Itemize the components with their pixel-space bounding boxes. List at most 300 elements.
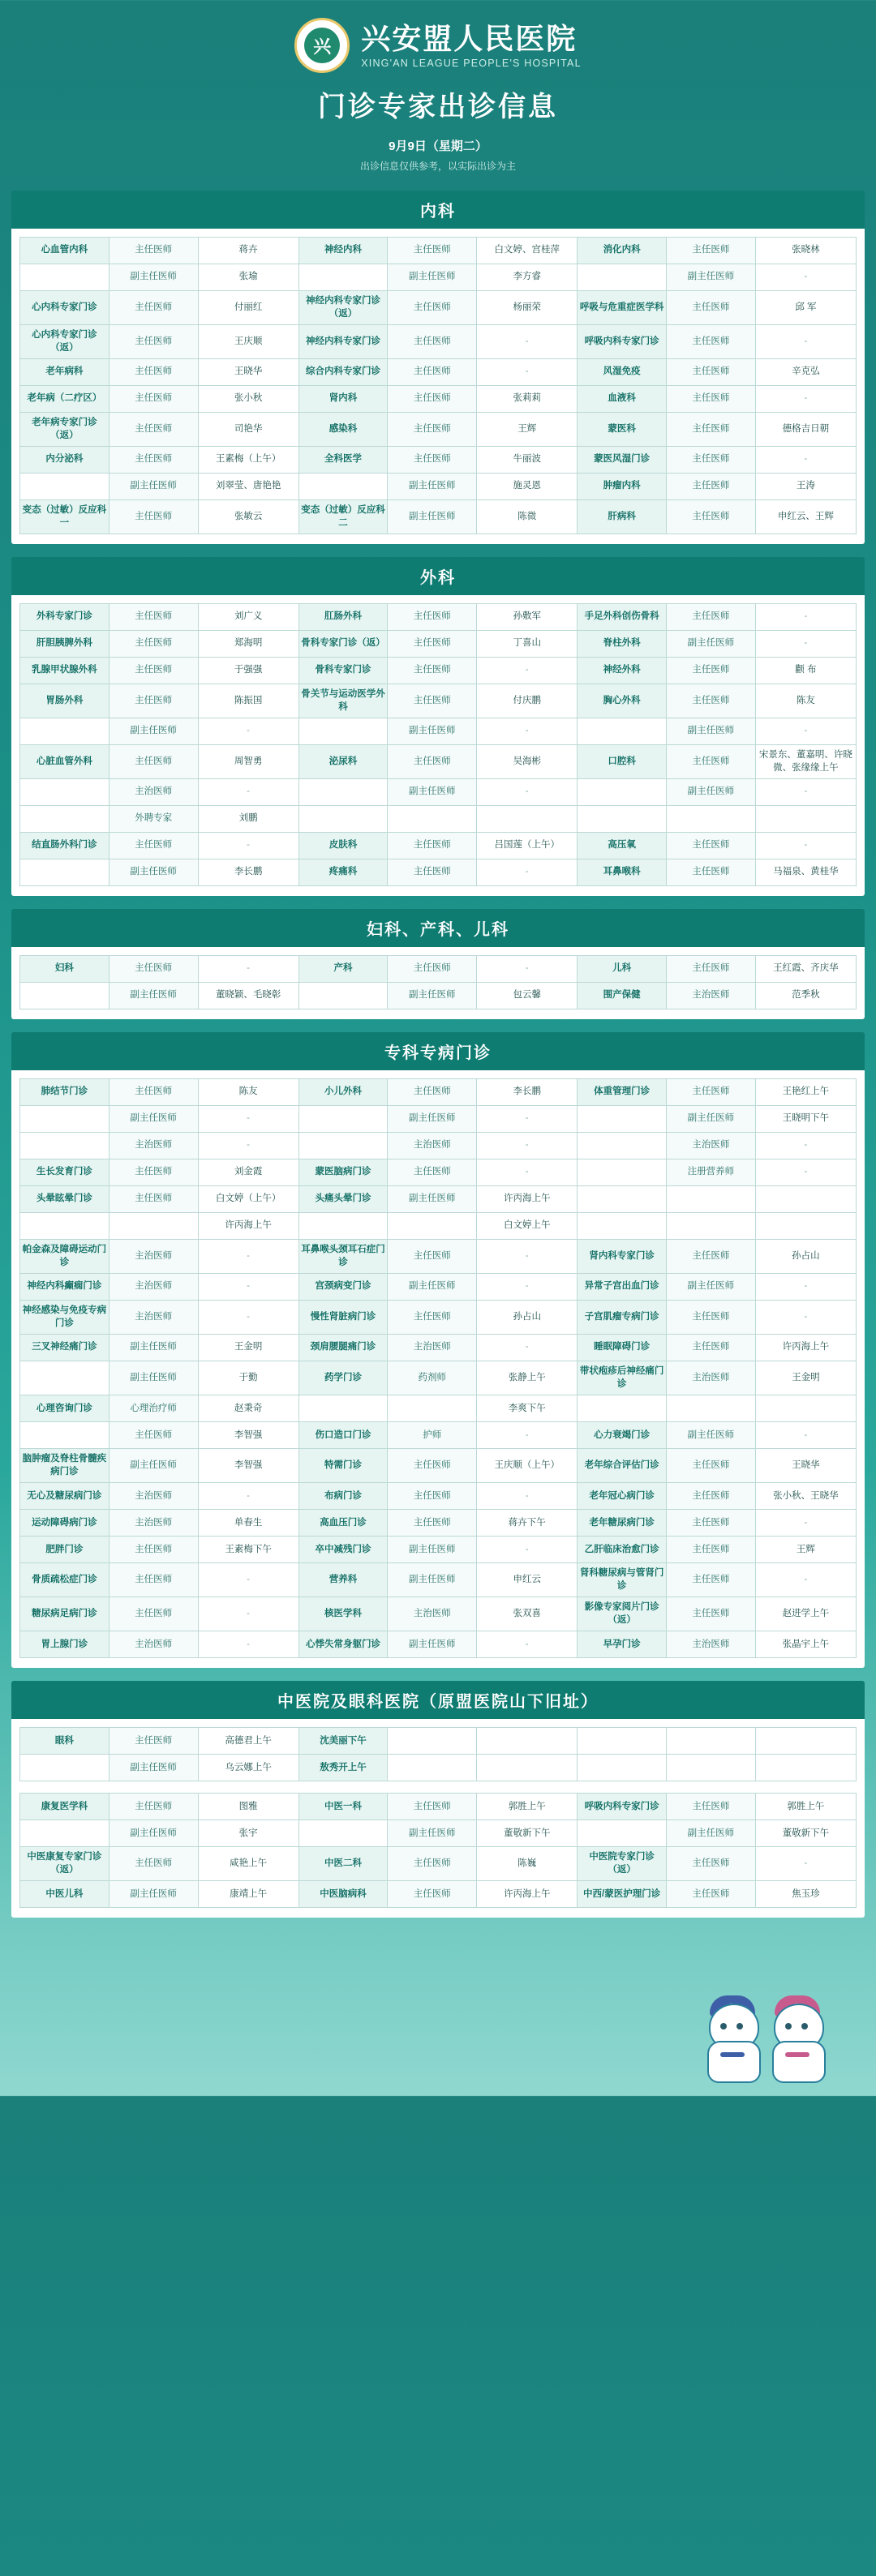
- title-cell: 主任医师: [109, 1728, 198, 1755]
- dept-cell: 心内科专家门诊（返）: [20, 325, 110, 359]
- table-row: [20, 1186, 857, 1213]
- doctor-cell: 牛丽波: [477, 447, 578, 474]
- doctor-cell: 王辉: [755, 1537, 856, 1563]
- dept-cell: 口腔科: [578, 745, 667, 779]
- doctor-cell: 王涛: [755, 474, 856, 500]
- doctor-cell: 吴海彬: [477, 745, 578, 779]
- dept-cell: 疼痛科: [298, 859, 388, 886]
- title-cell: 主任医师: [388, 604, 477, 631]
- table-row: [20, 1563, 857, 1597]
- dept-cell: [298, 264, 388, 291]
- dept-cell: [20, 718, 110, 745]
- dept-cell: 康复医学科: [20, 1794, 110, 1820]
- dept-cell: 神经感染与免疫专病门诊: [20, 1301, 110, 1335]
- body-band: [720, 2052, 745, 2057]
- mascot-doctor-blue: [702, 1991, 762, 2081]
- doctor-cell: 张小秋、王晓华: [755, 1483, 856, 1510]
- dept-cell: 宫颈病变门诊: [298, 1274, 388, 1301]
- doctor-cell: 辛克弘: [755, 359, 856, 386]
- doctor-cell: [755, 806, 856, 833]
- title-cell: 主任医师: [109, 447, 198, 474]
- title-cell: 主任医师: [388, 413, 477, 447]
- doctor-cell: 陈友: [755, 684, 856, 718]
- doctor-cell: -: [477, 325, 578, 359]
- title-cell: 主任医师: [109, 291, 198, 325]
- table-row: [20, 604, 857, 631]
- dept-cell: 乳腺甲状腺外科: [20, 658, 110, 684]
- doctor-cell: 王艳红上午: [755, 1079, 856, 1106]
- dept-cell: [298, 1395, 388, 1422]
- doctor-cell: 李方睿: [477, 264, 578, 291]
- dept-cell: [578, 264, 667, 291]
- logo-row: [0, 18, 876, 73]
- title-cell: 主任医师: [667, 684, 756, 718]
- table-row: [20, 956, 857, 983]
- dept-cell: 骨科专家门诊（返）: [298, 631, 388, 658]
- dept-cell: 骨质疏松症门诊: [20, 1563, 110, 1597]
- dept-cell: 带状疱疹后神经痛门诊: [578, 1361, 667, 1395]
- table-row: [20, 658, 857, 684]
- dept-cell: 卒中减残门诊: [298, 1537, 388, 1563]
- doctor-cell: 郑海明: [198, 631, 298, 658]
- dept-cell: 帕金森及障碍运动门诊: [20, 1240, 110, 1274]
- title-cell: 主任医师: [109, 631, 198, 658]
- title-cell: 副主任医师: [388, 1106, 477, 1133]
- title-cell: 主任医师: [109, 238, 198, 264]
- title-cell: 主任医师: [667, 658, 756, 684]
- date-label: 9月9日（星期二）: [389, 139, 487, 153]
- doctor-cell: 吕国莲（上午）: [477, 833, 578, 859]
- schedule-table: [19, 1078, 857, 1658]
- dept-cell: 营养科: [298, 1563, 388, 1597]
- title-cell: 外聘专家: [109, 806, 198, 833]
- title-cell: 副主任医师: [388, 500, 477, 534]
- title-cell: 主任医师: [388, 859, 477, 886]
- title-cell: 主任医师: [388, 1240, 477, 1274]
- dept-cell: 老年冠心病门诊: [578, 1483, 667, 1510]
- doctor-cell: -: [755, 1422, 856, 1449]
- dept-cell: 肿瘤内科: [578, 474, 667, 500]
- title-cell: 主治医师: [667, 1631, 756, 1658]
- dept-cell: 脊柱外科: [578, 631, 667, 658]
- doctor-cell: 张宇: [198, 1820, 298, 1847]
- title-cell: 主治医师: [109, 1631, 198, 1658]
- title-cell: 副主任医师: [667, 1820, 756, 1847]
- doctor-cell: [477, 806, 578, 833]
- section-title: 专科专病门诊: [11, 1032, 865, 1070]
- title-cell: 副主任医师: [109, 264, 198, 291]
- dept-cell: 高压氧: [578, 833, 667, 859]
- dept-cell: 综合内科专家门诊: [298, 359, 388, 386]
- title-cell: 副主任医师: [109, 1449, 198, 1483]
- doctor-cell: 马福泉、黄桂华: [755, 859, 856, 886]
- hospital-emblem-icon: [294, 18, 350, 73]
- table-row: [20, 1449, 857, 1483]
- title-cell: 主任医师: [667, 1483, 756, 1510]
- dept-cell: [298, 806, 388, 833]
- dept-cell: 心理咨询门诊: [20, 1395, 110, 1422]
- title-cell: 主任医师: [109, 1079, 198, 1106]
- dept-cell: 妇科: [20, 956, 110, 983]
- doctor-cell: 乌云娜上午: [198, 1755, 298, 1781]
- table-row: [20, 1728, 857, 1755]
- dept-cell: [578, 1755, 667, 1781]
- dept-cell: 肺结节门诊: [20, 1079, 110, 1106]
- section-title: 中医院及眼科医院（原盟医院山下旧址）: [11, 1681, 865, 1719]
- dept-cell: 异常子宫出血门诊: [578, 1274, 667, 1301]
- table-row: [20, 447, 857, 474]
- dept-cell: [578, 1159, 667, 1186]
- doctor-cell: -: [755, 604, 856, 631]
- dept-cell: 内分泌科: [20, 447, 110, 474]
- title-cell: 主任医师: [388, 833, 477, 859]
- doctor-cell: -: [198, 779, 298, 806]
- dept-cell: [20, 1213, 110, 1240]
- title-cell: 副主任医师: [109, 1335, 198, 1361]
- doctor-cell: 郭胜上午: [755, 1794, 856, 1820]
- title-cell: 主任医师: [109, 386, 198, 413]
- table-row: [20, 325, 857, 359]
- table-row: [20, 1361, 857, 1395]
- table-row: [20, 1847, 857, 1881]
- dept-cell: 糖尿病足病门诊: [20, 1597, 110, 1631]
- doctor-cell: -: [755, 1159, 856, 1186]
- dept-cell: 早孕门诊: [578, 1631, 667, 1658]
- doctor-cell: -: [198, 833, 298, 859]
- doctor-cell: 付庆鹏: [477, 684, 578, 718]
- dept-cell: [578, 1213, 667, 1240]
- doctor-cell: [477, 1755, 578, 1781]
- table-row: [20, 1510, 857, 1537]
- doctor-cell: 张敏云: [198, 500, 298, 534]
- dept-cell: [578, 1133, 667, 1159]
- title-cell: 主任医师: [388, 238, 477, 264]
- table-row: [20, 1335, 857, 1361]
- dept-cell: 骨关节与运动医学外科: [298, 684, 388, 718]
- title-cell: 主任医师: [667, 1563, 756, 1597]
- doctor-cell: [477, 1728, 578, 1755]
- dept-cell: [20, 859, 110, 886]
- title-cell: 主任医师: [109, 956, 198, 983]
- dept-cell: [298, 1213, 388, 1240]
- table-row: [20, 359, 857, 386]
- doctor-cell: 德格吉日朝: [755, 413, 856, 447]
- poster-header: [0, 0, 876, 178]
- title-cell: 主任医师: [109, 658, 198, 684]
- doctor-cell: 施灵恩: [477, 474, 578, 500]
- dept-cell: 老年病科: [20, 359, 110, 386]
- dept-cell: 中西/蒙医护理门诊: [578, 1881, 667, 1908]
- dept-cell: [298, 1133, 388, 1159]
- doctor-cell: 陈微: [477, 500, 578, 534]
- dept-cell: 中医儿科: [20, 1881, 110, 1908]
- dept-cell: 眼科: [20, 1728, 110, 1755]
- mascot-group: [702, 1991, 827, 2081]
- doctor-cell: -: [198, 1301, 298, 1335]
- title-cell: 主治医师: [109, 1274, 198, 1301]
- doctor-cell: 张晓林: [755, 238, 856, 264]
- table-row: [20, 1106, 857, 1133]
- title-cell: 主任医师: [109, 1159, 198, 1186]
- doctor-cell: 颧 布: [755, 658, 856, 684]
- body-shape: [707, 2041, 761, 2083]
- title-cell: 副主任医师: [109, 718, 198, 745]
- hospital-names: [361, 22, 582, 69]
- title-cell: 主任医师: [667, 359, 756, 386]
- doctor-cell: 刘金霞: [198, 1159, 298, 1186]
- title-cell: [388, 1755, 477, 1781]
- title-cell: 主任医师: [667, 386, 756, 413]
- dept-cell: 耳鼻喉科: [578, 859, 667, 886]
- dept-cell: [20, 1361, 110, 1395]
- dept-cell: [578, 1820, 667, 1847]
- doctor-cell: -: [477, 859, 578, 886]
- doctor-cell: 李爽下午: [477, 1395, 578, 1422]
- dept-cell: 儿科: [578, 956, 667, 983]
- doctor-cell: 张小秋: [198, 386, 298, 413]
- doctor-cell: -: [755, 264, 856, 291]
- dept-cell: 胃上腺门诊: [20, 1631, 110, 1658]
- doctor-cell: -: [755, 1301, 856, 1335]
- table-row: [20, 1274, 857, 1301]
- title-cell: 主任医师: [109, 1563, 198, 1597]
- table-row: [20, 386, 857, 413]
- title-cell: 副主任医师: [109, 1106, 198, 1133]
- dept-cell: 特需门诊: [298, 1449, 388, 1483]
- title-cell: 主治医师: [109, 1510, 198, 1537]
- title-cell: 护师: [388, 1422, 477, 1449]
- doctor-cell: 陈友: [198, 1079, 298, 1106]
- title-cell: 副主任医师: [109, 859, 198, 886]
- doctor-cell: 图雅: [198, 1794, 298, 1820]
- dept-cell: [20, 1755, 110, 1781]
- title-cell: 主任医师: [109, 1537, 198, 1563]
- title-cell: 主任医师: [109, 1186, 198, 1213]
- dept-cell: 胃肠外科: [20, 684, 110, 718]
- title-cell: [667, 1755, 756, 1781]
- doctor-cell: 范季秋: [755, 983, 856, 1009]
- title-cell: 主任医师: [388, 359, 477, 386]
- title-cell: 主治医师: [109, 779, 198, 806]
- title-cell: 主任医师: [388, 1483, 477, 1510]
- title-cell: 主任医师: [109, 1847, 198, 1881]
- table-row: [20, 779, 857, 806]
- title-cell: 主治医师: [388, 1335, 477, 1361]
- dept-cell: 运动障碍病门诊: [20, 1510, 110, 1537]
- title-cell: 主任医师: [667, 413, 756, 447]
- doctor-cell: 王庆顺: [198, 325, 298, 359]
- dept-cell: 心力衰竭门诊: [578, 1422, 667, 1449]
- doctor-cell: 陈巍: [477, 1847, 578, 1881]
- title-cell: 副主任医师: [388, 474, 477, 500]
- note-label: 出诊信息仅供参考，以实际出诊为主: [359, 161, 516, 172]
- title-cell: 主任医师: [667, 1079, 756, 1106]
- title-cell: 主任医师: [388, 956, 477, 983]
- doctor-cell: -: [198, 718, 298, 745]
- table-row: [20, 745, 857, 779]
- table-row: [20, 806, 857, 833]
- doctor-cell: 周智勇: [198, 745, 298, 779]
- dept-cell: 肥胖门诊: [20, 1537, 110, 1563]
- dept-cell: [578, 1106, 667, 1133]
- table-row: [20, 1483, 857, 1510]
- doctor-cell: [755, 1755, 856, 1781]
- dept-cell: 肝病科: [578, 500, 667, 534]
- title-cell: 主任医师: [667, 1449, 756, 1483]
- table-row: [20, 833, 857, 859]
- title-cell: 主任医师: [667, 745, 756, 779]
- table-row: [20, 474, 857, 500]
- table-row: [20, 413, 857, 447]
- dept-cell: 蒙医风湿门诊: [578, 447, 667, 474]
- dept-cell: 神经外科: [578, 658, 667, 684]
- title-cell: 副主任医师: [388, 1537, 477, 1563]
- doctor-cell: 王红霞、齐庆华: [755, 956, 856, 983]
- doctor-cell: -: [755, 1847, 856, 1881]
- dept-cell: 老年病专家门诊（返）: [20, 413, 110, 447]
- dept-cell: 风湿免疫: [578, 359, 667, 386]
- table-row: [20, 1537, 857, 1563]
- doctor-cell: -: [755, 1274, 856, 1301]
- section: [11, 191, 865, 544]
- doctor-cell: -: [477, 359, 578, 386]
- dept-cell: 神经内科专家门诊（返）: [298, 291, 388, 325]
- title-cell: 主任医师: [388, 1159, 477, 1186]
- schedule-table: [19, 955, 857, 1009]
- title-cell: 主任医师: [667, 1335, 756, 1361]
- title-cell: 主任医师: [667, 325, 756, 359]
- doctor-cell: 申红云: [477, 1563, 578, 1597]
- title-cell: 主治医师: [388, 1597, 477, 1631]
- doctor-cell: 于勤: [198, 1361, 298, 1395]
- title-cell: 副主任医师: [109, 1755, 198, 1781]
- doctor-cell: 白文婷上午: [477, 1213, 578, 1240]
- doctor-cell: 白文婷、宫桂萍: [477, 238, 578, 264]
- dept-cell: 皮肤科: [298, 833, 388, 859]
- dept-cell: 神经内科专家门诊: [298, 325, 388, 359]
- dept-cell: 全科医学: [298, 447, 388, 474]
- doctor-cell: 宋景东、董嘉明、许晓微、张缘缘上午: [755, 745, 856, 779]
- doctor-cell: -: [477, 779, 578, 806]
- body-band: [785, 2052, 809, 2057]
- dept-cell: [20, 1106, 110, 1133]
- dept-cell: 药学门诊: [298, 1361, 388, 1395]
- doctor-cell: 王素梅（上午）: [198, 447, 298, 474]
- doctor-cell: -: [755, 631, 856, 658]
- dept-cell: 无心及糖尿病门诊: [20, 1483, 110, 1510]
- dept-cell: 外科专家门诊: [20, 604, 110, 631]
- sections-root: [0, 191, 876, 1918]
- dept-cell: [20, 474, 110, 500]
- dept-cell: 小儿外科: [298, 1079, 388, 1106]
- title-cell: 主任医师: [388, 1847, 477, 1881]
- table-row: [20, 718, 857, 745]
- section-card: [11, 595, 865, 896]
- doctor-cell: -: [477, 1106, 578, 1133]
- table-row: [20, 1133, 857, 1159]
- dept-cell: [298, 474, 388, 500]
- title-cell: 主任医师: [109, 684, 198, 718]
- schedule-table: [19, 1793, 857, 1908]
- doctor-cell: -: [477, 956, 578, 983]
- doctor-cell: 李智强: [198, 1449, 298, 1483]
- dept-cell: [20, 806, 110, 833]
- doctor-cell: 孙占山: [477, 1301, 578, 1335]
- dept-cell: [20, 264, 110, 291]
- doctor-cell: 李长鹏: [477, 1079, 578, 1106]
- dept-cell: [298, 779, 388, 806]
- dept-cell: [578, 718, 667, 745]
- title-cell: 主治医师: [667, 1361, 756, 1395]
- title-cell: 主任医师: [388, 386, 477, 413]
- doctor-cell: -: [755, 1563, 856, 1597]
- doctor-cell: 许丙海上午: [477, 1186, 578, 1213]
- title-cell: [388, 1213, 477, 1240]
- title-cell: 副主任医师: [109, 983, 198, 1009]
- doctor-cell: -: [477, 1159, 578, 1186]
- doctor-cell: -: [477, 1422, 578, 1449]
- dept-cell: 睡眠障碍门诊: [578, 1335, 667, 1361]
- title-cell: 副主任医师: [388, 1563, 477, 1597]
- dept-cell: 肛肠外科: [298, 604, 388, 631]
- title-cell: 主任医师: [388, 1510, 477, 1537]
- dept-cell: 肾内科: [298, 386, 388, 413]
- doctor-cell: -: [198, 1631, 298, 1658]
- dept-cell: 肾内科专家门诊: [578, 1240, 667, 1274]
- doctor-cell: -: [477, 1133, 578, 1159]
- dept-cell: 沈美丽下午: [298, 1728, 388, 1755]
- doctor-cell: 郭胜上午: [477, 1794, 578, 1820]
- table-row: [20, 1240, 857, 1274]
- dept-cell: [298, 983, 388, 1009]
- doctor-cell: -: [755, 325, 856, 359]
- section-card: [11, 1719, 865, 1918]
- dept-cell: 泌尿科: [298, 745, 388, 779]
- title-cell: [388, 1395, 477, 1422]
- section-card: [11, 947, 865, 1019]
- title-cell: 主治医师: [667, 1133, 756, 1159]
- dept-cell: 头痛头晕门诊: [298, 1186, 388, 1213]
- table-row: [20, 1755, 857, 1781]
- doctor-cell: 高德君上午: [198, 1728, 298, 1755]
- doctor-cell: -: [755, 386, 856, 413]
- dept-cell: [298, 1820, 388, 1847]
- title-cell: 副主任医师: [109, 1361, 198, 1395]
- section: [11, 557, 865, 896]
- doctor-cell: 董晓颖、毛晓彰: [198, 983, 298, 1009]
- title-cell: 主治医师: [109, 1133, 198, 1159]
- dept-cell: 心悸失常身躯门诊: [298, 1631, 388, 1658]
- title-cell: 主任医师: [388, 658, 477, 684]
- dept-cell: 神经内科癫痫门诊: [20, 1274, 110, 1301]
- doctor-cell: -: [477, 1274, 578, 1301]
- table-row: [20, 1159, 857, 1186]
- title-cell: 主治医师: [109, 1240, 198, 1274]
- title-cell: 主任医师: [109, 500, 198, 534]
- dept-cell: 三叉神经痛门诊: [20, 1335, 110, 1361]
- title-cell: [667, 1728, 756, 1755]
- dept-cell: 头晕眩晕门诊: [20, 1186, 110, 1213]
- title-cell: 主任医师: [667, 1597, 756, 1631]
- doctor-cell: 张静上午: [477, 1361, 578, 1395]
- dept-cell: 老年综合评估门诊: [578, 1449, 667, 1483]
- doctor-cell: 单春生: [198, 1510, 298, 1537]
- title-cell: 主治医师: [109, 1301, 198, 1335]
- table-row: [20, 983, 857, 1009]
- dept-cell: 子宫肌瘤专病门诊: [578, 1301, 667, 1335]
- dept-cell: [20, 983, 110, 1009]
- title-cell: 主任医师: [109, 413, 198, 447]
